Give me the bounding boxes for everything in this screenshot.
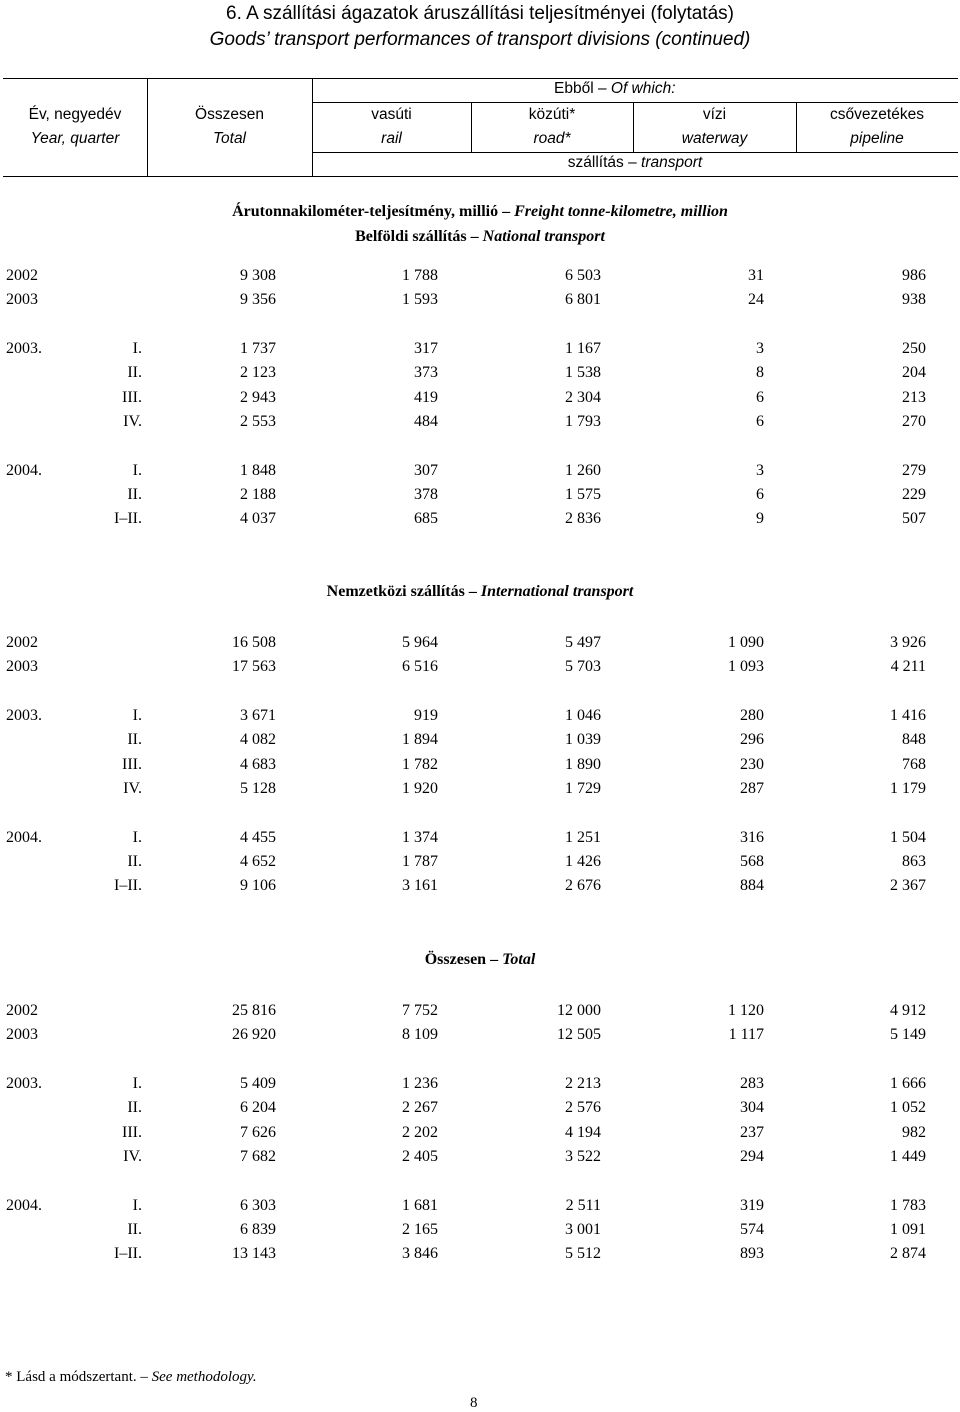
- cell-road: 5 497: [565, 634, 601, 651]
- cell-rail: 2 165: [402, 1221, 438, 1238]
- cell-total: 4 037: [240, 510, 276, 527]
- unit-label: Árutonnakilométer-teljesítmény, millió – Freight tonne-kilometre, million: [232, 203, 728, 220]
- cell-rail: 919: [414, 707, 438, 724]
- header-bottom-rule: [3, 176, 958, 177]
- cell-road: 12 505: [557, 1026, 601, 1043]
- cell-total: 3 671: [240, 707, 276, 724]
- cell-rail: 1 236: [402, 1075, 438, 1092]
- cell-water: 230: [740, 756, 764, 773]
- table-row: [0, 1099, 960, 1121]
- cell-water: 280: [740, 707, 764, 724]
- table-row: [0, 364, 960, 386]
- cell-rail: 419: [414, 389, 438, 406]
- cell-rail: 307: [414, 462, 438, 479]
- cell-rail: 2 267: [402, 1099, 438, 1116]
- cell-water: 237: [740, 1124, 764, 1141]
- cell-pipe: 1 666: [890, 1075, 926, 1092]
- cell-pipe: 3 926: [890, 634, 926, 651]
- cell-q: IV.: [123, 1148, 142, 1165]
- cell-rail: 1 788: [402, 267, 438, 284]
- road-header-en: road*: [533, 130, 571, 147]
- cell-year: 2004.: [6, 462, 42, 479]
- cell-pipe: 507: [902, 510, 926, 527]
- cell-road: 1 575: [565, 486, 601, 503]
- cell-pipe: 1 416: [890, 707, 926, 724]
- cell-road: 1 046: [565, 707, 601, 724]
- page-title: 6. A szállítási ágazatok áruszállítási teljesítményei (folytatás): [226, 3, 734, 24]
- table-row: [0, 1148, 960, 1170]
- cell-q: III.: [122, 389, 142, 406]
- cell-rail: 1 894: [402, 731, 438, 748]
- cell-q: II.: [127, 364, 142, 381]
- cell-water: 294: [740, 1148, 764, 1165]
- table-row: [0, 731, 960, 753]
- cell-total: 13 143: [232, 1245, 276, 1262]
- cell-water: 1 120: [728, 1002, 764, 1019]
- cell-water: 568: [740, 853, 764, 870]
- cell-pipe: 279: [902, 462, 926, 479]
- table-row: [0, 1026, 960, 1048]
- cell-total: 26 920: [232, 1026, 276, 1043]
- cell-total: 6 204: [240, 1099, 276, 1116]
- cell-road: 1 039: [565, 731, 601, 748]
- table-row: [0, 1245, 960, 1267]
- cell-rail: 3 846: [402, 1245, 438, 1262]
- cell-pipe: 1 091: [890, 1221, 926, 1238]
- cell-total: 4 683: [240, 756, 276, 773]
- cell-q: I.: [132, 829, 142, 846]
- of-which-header: Ebből – Of which:: [554, 80, 676, 97]
- cell-rail: 8 109: [402, 1026, 438, 1043]
- cell-road: 1 167: [565, 340, 601, 357]
- cell-q: II.: [127, 486, 142, 503]
- water-header-hu: vízi: [702, 106, 727, 123]
- cell-pipe: 270: [902, 413, 926, 430]
- cell-pipe: 986: [902, 267, 926, 284]
- year-header-en: Year, quarter: [30, 130, 120, 147]
- cell-rail: 2 405: [402, 1148, 438, 1165]
- cell-total: 9 308: [240, 267, 276, 284]
- cell-year: 2004.: [6, 1197, 42, 1214]
- cell-water: 9: [756, 510, 764, 527]
- cell-rail: 1 782: [402, 756, 438, 773]
- cell-total: 25 816: [232, 1002, 276, 1019]
- cell-total: 16 508: [232, 634, 276, 651]
- cell-q: I.: [132, 1075, 142, 1092]
- cell-road: 1 260: [565, 462, 601, 479]
- cell-pipe: 4 211: [890, 658, 926, 675]
- cell-q: I.: [132, 340, 142, 357]
- cell-rail: 1 593: [402, 291, 438, 308]
- table-row: [0, 267, 960, 289]
- cell-rail: 5 964: [402, 634, 438, 651]
- section-heading: Összesen – Total: [424, 951, 536, 968]
- cell-pipe: 213: [902, 389, 926, 406]
- cell-road: 2 213: [565, 1075, 601, 1092]
- cell-q: I.: [132, 1197, 142, 1214]
- cell-year: 2003: [6, 1026, 38, 1043]
- cell-q: IV.: [123, 780, 142, 797]
- cell-water: 316: [740, 829, 764, 846]
- cell-total: 2 943: [240, 389, 276, 406]
- road-header-hu: közúti*: [528, 106, 576, 123]
- cell-pipe: 1 179: [890, 780, 926, 797]
- cell-rail: 1 374: [402, 829, 438, 846]
- cell-road: 2 511: [565, 1197, 601, 1214]
- cell-water: 884: [740, 877, 764, 894]
- table-row: [0, 340, 960, 362]
- cell-pipe: 229: [902, 486, 926, 503]
- cell-year: 2002: [6, 267, 38, 284]
- cell-total: 7 682: [240, 1148, 276, 1165]
- cell-water: 6: [756, 389, 764, 406]
- cell-water: 1 090: [728, 634, 764, 651]
- table-row: [0, 1221, 960, 1243]
- cell-water: 893: [740, 1245, 764, 1262]
- table-row: [0, 1075, 960, 1097]
- cell-road: 3 001: [565, 1221, 601, 1238]
- table-row: [0, 756, 960, 778]
- cell-pipe: 2 367: [890, 877, 926, 894]
- cell-water: 31: [748, 267, 764, 284]
- cell-rail: 484: [414, 413, 438, 430]
- cell-total: 7 626: [240, 1124, 276, 1141]
- cell-water: 1 093: [728, 658, 764, 675]
- cell-year: 2003: [6, 658, 38, 675]
- cell-total: 5 128: [240, 780, 276, 797]
- cell-road: 6 503: [565, 267, 601, 284]
- total-header-en: Total: [212, 130, 247, 147]
- cell-year: 2003.: [6, 340, 42, 357]
- cell-pipe: 863: [902, 853, 926, 870]
- cell-pipe: 250: [902, 340, 926, 357]
- table-row: [0, 877, 960, 899]
- cell-road: 5 703: [565, 658, 601, 675]
- cell-water: 287: [740, 780, 764, 797]
- cell-rail: 1 920: [402, 780, 438, 797]
- cell-road: 5 512: [565, 1245, 601, 1262]
- cell-pipe: 2 874: [890, 1245, 926, 1262]
- cell-total: 5 409: [240, 1075, 276, 1092]
- cell-rail: 7 752: [402, 1002, 438, 1019]
- cell-water: 24: [748, 291, 764, 308]
- transport-header: szállítás – transport: [567, 154, 703, 171]
- cell-pipe: 848: [902, 731, 926, 748]
- cell-road: 1 426: [565, 853, 601, 870]
- cell-total: 1 848: [240, 462, 276, 479]
- cell-road: 4 194: [565, 1124, 601, 1141]
- rail-header-hu: vasúti: [371, 106, 412, 123]
- table-row: [0, 1002, 960, 1024]
- cell-total: 17 563: [232, 658, 276, 675]
- cell-rail: 317: [414, 340, 438, 357]
- cell-rail: 373: [414, 364, 438, 381]
- cell-water: 6: [756, 486, 764, 503]
- table-row: [0, 413, 960, 435]
- pipe-header-hu: csővezetékes: [830, 106, 924, 123]
- cell-rail: 1 681: [402, 1197, 438, 1214]
- cell-road: 2 576: [565, 1099, 601, 1116]
- cell-q: I–II.: [114, 510, 142, 527]
- cell-q: IV.: [123, 413, 142, 430]
- cell-pipe: 5 149: [890, 1026, 926, 1043]
- cell-road: 12 000: [557, 1002, 601, 1019]
- cell-total: 2 188: [240, 486, 276, 503]
- year-header-hu: Év, negyedév: [28, 106, 122, 123]
- cell-rail: 6 516: [402, 658, 438, 675]
- cell-q: II.: [127, 853, 142, 870]
- cell-rail: 685: [414, 510, 438, 527]
- table-row: [0, 658, 960, 680]
- cell-q: III.: [122, 756, 142, 773]
- page-number: 8: [470, 1395, 478, 1411]
- cell-road: 1 793: [565, 413, 601, 430]
- cell-water: 319: [740, 1197, 764, 1214]
- cell-q: II.: [127, 1221, 142, 1238]
- cell-q: I–II.: [114, 877, 142, 894]
- cell-water: 304: [740, 1099, 764, 1116]
- cell-rail: 3 161: [402, 877, 438, 894]
- cell-q: III.: [122, 1124, 142, 1141]
- cell-total: 1 737: [240, 340, 276, 357]
- cell-pipe: 1 504: [890, 829, 926, 846]
- footnote: * Lásd a módszertant. – See methodology.: [5, 1369, 257, 1385]
- cell-total: 4 082: [240, 731, 276, 748]
- cell-rail: 378: [414, 486, 438, 503]
- cell-pipe: 204: [902, 364, 926, 381]
- total-header-hu: Összesen: [195, 106, 264, 123]
- ofwhich-rule: [312, 102, 958, 103]
- cell-q: I–II.: [114, 1245, 142, 1262]
- cell-total: 4 652: [240, 853, 276, 870]
- table-row: [0, 1124, 960, 1146]
- cell-rail: 2 202: [402, 1124, 438, 1141]
- table-row: [0, 291, 960, 313]
- cell-road: 1 729: [565, 780, 601, 797]
- cell-water: 6: [756, 413, 764, 430]
- cell-road: 2 304: [565, 389, 601, 406]
- table-row: [0, 462, 960, 484]
- cell-water: 296: [740, 731, 764, 748]
- cell-water: 3: [756, 462, 764, 479]
- table-row: [0, 486, 960, 508]
- cell-year: 2004.: [6, 829, 42, 846]
- cell-total: 9 106: [240, 877, 276, 894]
- cell-pipe: 1 449: [890, 1148, 926, 1165]
- table-row: [0, 707, 960, 729]
- cell-road: 2 676: [565, 877, 601, 894]
- cell-total: 2 553: [240, 413, 276, 430]
- cell-road: 1 890: [565, 756, 601, 773]
- table-row: [0, 389, 960, 411]
- cell-q: I.: [132, 707, 142, 724]
- cell-total: 4 455: [240, 829, 276, 846]
- col-divider: [147, 78, 148, 176]
- cell-pipe: 1 783: [890, 1197, 926, 1214]
- cell-q: II.: [127, 1099, 142, 1116]
- cell-water: 283: [740, 1075, 764, 1092]
- cell-road: 3 522: [565, 1148, 601, 1165]
- water-header-en: waterway: [681, 130, 748, 147]
- table-row: [0, 853, 960, 875]
- cell-pipe: 982: [902, 1124, 926, 1141]
- cell-total: 9 356: [240, 291, 276, 308]
- cell-pipe: 4 912: [890, 1002, 926, 1019]
- cell-road: 1 538: [565, 364, 601, 381]
- cell-water: 8: [756, 364, 764, 381]
- cell-year: 2002: [6, 634, 38, 651]
- table-row: [0, 1197, 960, 1219]
- cell-pipe: 768: [902, 756, 926, 773]
- cell-road: 6 801: [565, 291, 601, 308]
- cell-total: 6 303: [240, 1197, 276, 1214]
- cell-water: 1 117: [728, 1026, 764, 1043]
- table-row: [0, 510, 960, 532]
- cell-total: 2 123: [240, 364, 276, 381]
- cell-pipe: 1 052: [890, 1099, 926, 1116]
- cell-q: I.: [132, 462, 142, 479]
- cell-pipe: 938: [902, 291, 926, 308]
- section-heading: Nemzetközi szállítás – International transport: [326, 583, 634, 600]
- cell-road: 1 251: [565, 829, 601, 846]
- section-heading: Belföldi szállítás – National transport: [355, 228, 605, 245]
- cell-water: 574: [740, 1221, 764, 1238]
- transport-rule: [312, 152, 958, 153]
- rail-header-en: rail: [381, 130, 402, 147]
- cell-year: 2002: [6, 1002, 38, 1019]
- cell-q: II.: [127, 731, 142, 748]
- table-row: [0, 829, 960, 851]
- cell-year: 2003: [6, 291, 38, 308]
- cell-year: 2003.: [6, 1075, 42, 1092]
- cell-total: 6 839: [240, 1221, 276, 1238]
- cell-water: 3: [756, 340, 764, 357]
- page-subtitle: Goods’ transport performances of transport divisions (continued): [209, 29, 751, 50]
- table-row: [0, 780, 960, 802]
- cell-road: 2 836: [565, 510, 601, 527]
- table-row: [0, 634, 960, 656]
- pipe-header-en: pipeline: [850, 130, 904, 147]
- cell-year: 2003.: [6, 707, 42, 724]
- cell-rail: 1 787: [402, 853, 438, 870]
